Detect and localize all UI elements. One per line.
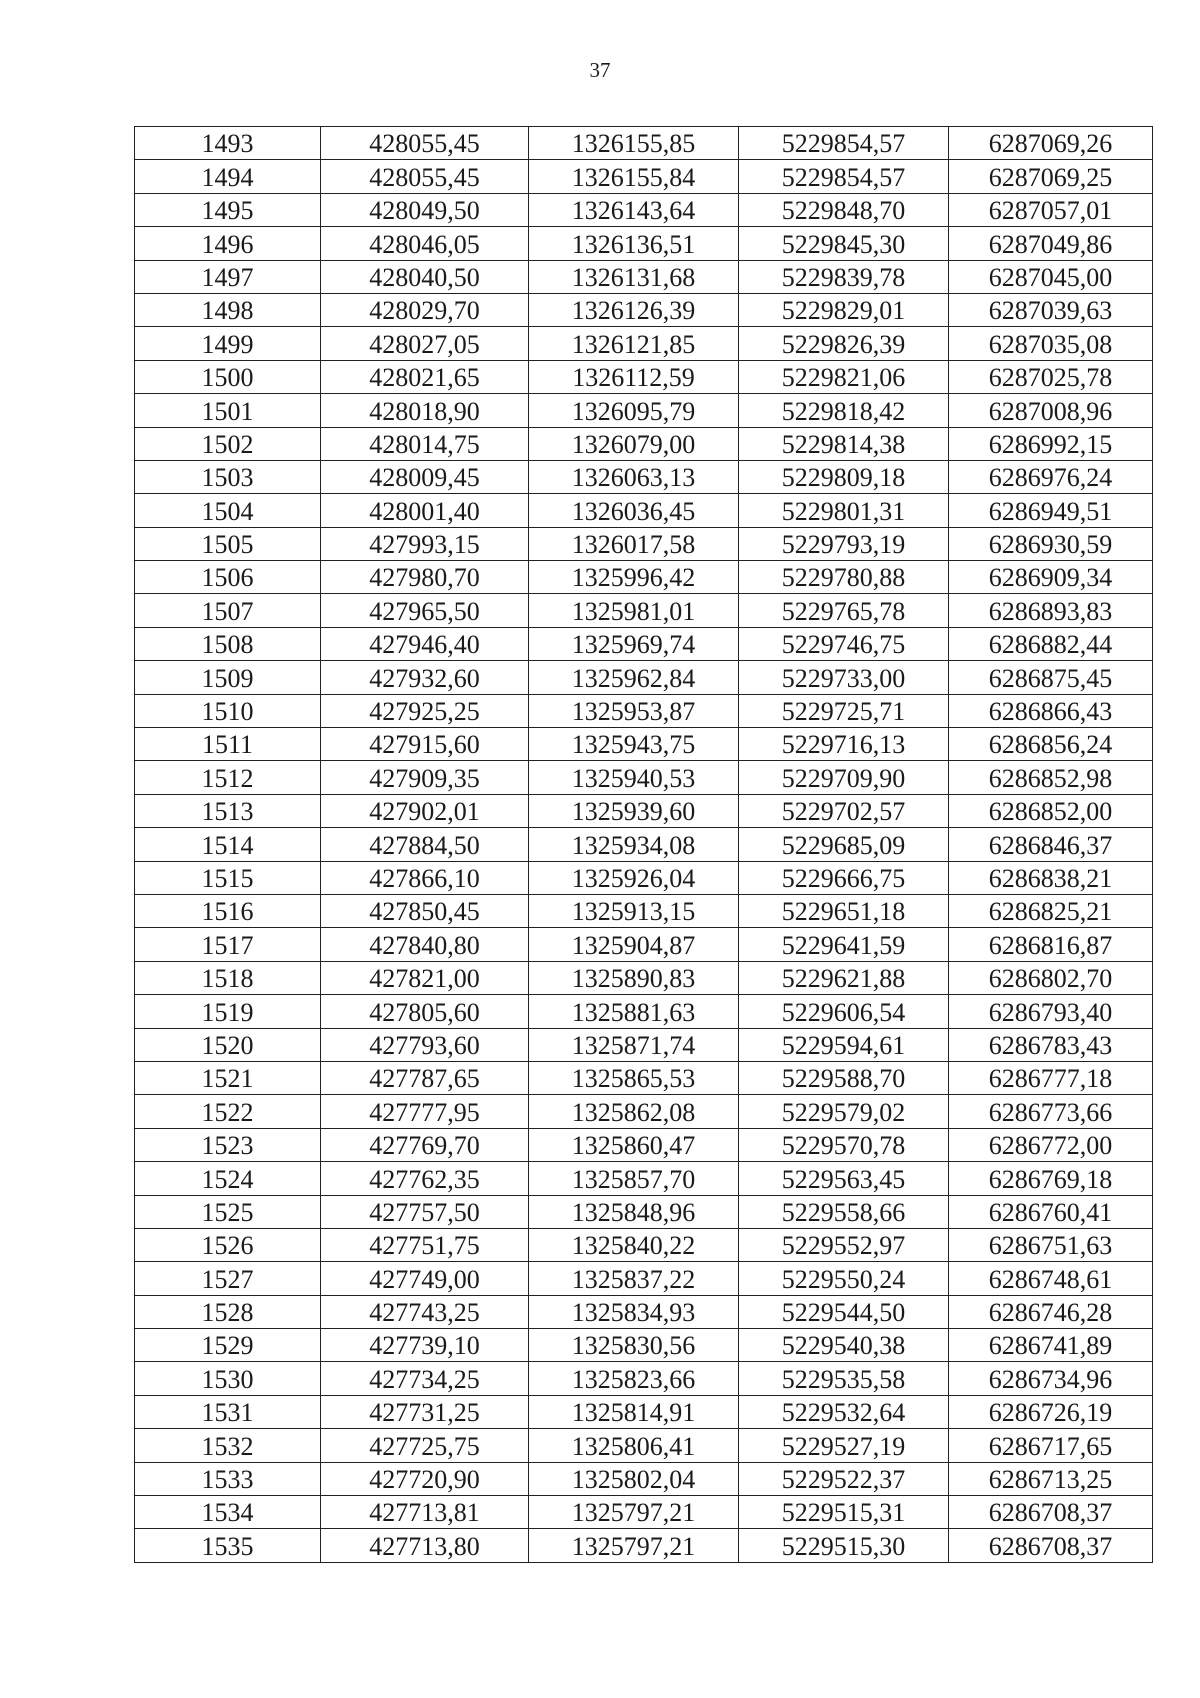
- coord-y2-cell: 6286708,37: [949, 1529, 1153, 1562]
- coord-y2-cell: 6286852,00: [949, 794, 1153, 827]
- coord-x1-cell: 427993,15: [321, 527, 529, 560]
- point-number-cell: 1522: [135, 1095, 321, 1128]
- coord-y1-cell: 1325830,56: [529, 1329, 739, 1362]
- coord-x1-cell: 428018,90: [321, 394, 529, 427]
- coord-x1-cell: 427925,25: [321, 694, 529, 727]
- coord-x2-cell: 5229522,37: [739, 1462, 949, 1495]
- coord-y2-cell: 6286930,59: [949, 527, 1153, 560]
- table-row: [135, 1061, 1153, 1094]
- coord-x1-cell: 427713,81: [321, 1496, 529, 1529]
- table-row: [135, 761, 1153, 794]
- table-row: [135, 394, 1153, 427]
- coord-x1-cell: 427720,90: [321, 1462, 529, 1495]
- table-row: [135, 1228, 1153, 1261]
- coord-y1-cell: 1326136,51: [529, 227, 739, 260]
- coord-y2-cell: 6286746,28: [949, 1295, 1153, 1328]
- coord-x2-cell: 5229570,78: [739, 1128, 949, 1161]
- coord-y2-cell: 6286793,40: [949, 995, 1153, 1028]
- coord-y2-cell: 6286949,51: [949, 494, 1153, 527]
- coord-y1-cell: 1325913,15: [529, 894, 739, 927]
- coord-y1-cell: 1326126,39: [529, 293, 739, 326]
- point-number-cell: 1519: [135, 995, 321, 1028]
- coord-y2-cell: 6286726,19: [949, 1395, 1153, 1428]
- point-number-cell: 1531: [135, 1395, 321, 1428]
- coord-y1-cell: 1326095,79: [529, 394, 739, 427]
- coord-x2-cell: 5229540,38: [739, 1329, 949, 1362]
- coord-y2-cell: 6287069,26: [949, 127, 1153, 160]
- point-number-cell: 1508: [135, 627, 321, 660]
- point-number-cell: 1513: [135, 794, 321, 827]
- coord-y1-cell: 1325904,87: [529, 928, 739, 961]
- coord-y2-cell: 6286816,87: [949, 928, 1153, 961]
- coord-y1-cell: 1325962,84: [529, 661, 739, 694]
- table-row: [135, 995, 1153, 1028]
- coord-x1-cell: 427743,25: [321, 1295, 529, 1328]
- coord-x2-cell: 5229651,18: [739, 894, 949, 927]
- coord-x2-cell: 5229854,57: [739, 160, 949, 193]
- coord-y1-cell: 1326155,85: [529, 127, 739, 160]
- point-number-cell: 1528: [135, 1295, 321, 1328]
- coord-x2-cell: 5229809,18: [739, 460, 949, 493]
- coord-y1-cell: 1325806,41: [529, 1429, 739, 1462]
- table-row: [135, 160, 1153, 193]
- table-row: [135, 928, 1153, 961]
- coord-y1-cell: 1325823,66: [529, 1362, 739, 1395]
- point-number-cell: 1509: [135, 661, 321, 694]
- table-row: [135, 1095, 1153, 1128]
- table-row: [135, 561, 1153, 594]
- coord-y2-cell: 6286773,66: [949, 1095, 1153, 1128]
- coord-x1-cell: 428055,45: [321, 160, 529, 193]
- table-row: [135, 961, 1153, 994]
- coord-y2-cell: 6286882,44: [949, 627, 1153, 660]
- table-row: [135, 794, 1153, 827]
- coord-x2-cell: 5229826,39: [739, 327, 949, 360]
- table-row: [135, 360, 1153, 393]
- coord-x2-cell: 5229515,30: [739, 1529, 949, 1562]
- coord-y1-cell: 1325797,21: [529, 1496, 739, 1529]
- coord-x2-cell: 5229535,58: [739, 1362, 949, 1395]
- coord-x1-cell: 427769,70: [321, 1128, 529, 1161]
- table-row: [135, 594, 1153, 627]
- coord-x2-cell: 5229588,70: [739, 1061, 949, 1094]
- point-number-cell: 1502: [135, 427, 321, 460]
- coord-y2-cell: 6286769,18: [949, 1162, 1153, 1195]
- coord-y1-cell: 1325860,47: [529, 1128, 739, 1161]
- table-row: [135, 193, 1153, 226]
- coord-x1-cell: 428014,75: [321, 427, 529, 460]
- coord-y2-cell: 6286751,63: [949, 1228, 1153, 1261]
- coord-x1-cell: 428027,05: [321, 327, 529, 360]
- table-row: [135, 427, 1153, 460]
- table-row: [135, 1395, 1153, 1428]
- point-number-cell: 1520: [135, 1028, 321, 1061]
- point-number-cell: 1527: [135, 1262, 321, 1295]
- coord-y1-cell: 1325926,04: [529, 861, 739, 894]
- coord-y2-cell: 6286992,15: [949, 427, 1153, 460]
- point-number-cell: 1525: [135, 1195, 321, 1228]
- coord-y2-cell: 6287069,25: [949, 160, 1153, 193]
- coord-y1-cell: 1325943,75: [529, 728, 739, 761]
- coord-x2-cell: 5229854,57: [739, 127, 949, 160]
- coord-y2-cell: 6287049,86: [949, 227, 1153, 260]
- coord-y2-cell: 6286802,70: [949, 961, 1153, 994]
- coord-x2-cell: 5229552,97: [739, 1228, 949, 1261]
- coord-x1-cell: 427821,00: [321, 961, 529, 994]
- coord-x2-cell: 5229818,42: [739, 394, 949, 427]
- point-number-cell: 1493: [135, 127, 321, 160]
- coord-y1-cell: 1325865,53: [529, 1061, 739, 1094]
- coord-y2-cell: 6286772,00: [949, 1128, 1153, 1161]
- table-row: [135, 728, 1153, 761]
- coord-x2-cell: 5229527,19: [739, 1429, 949, 1462]
- coord-x1-cell: 428055,45: [321, 127, 529, 160]
- table-row: [135, 861, 1153, 894]
- coord-x1-cell: 428046,05: [321, 227, 529, 260]
- coord-y2-cell: 6286748,61: [949, 1262, 1153, 1295]
- point-number-cell: 1504: [135, 494, 321, 527]
- coord-y1-cell: 1325797,21: [529, 1529, 739, 1562]
- coord-x2-cell: 5229845,30: [739, 227, 949, 260]
- coord-x1-cell: 427965,50: [321, 594, 529, 627]
- table-row: [135, 1028, 1153, 1061]
- coord-y2-cell: 6287057,01: [949, 193, 1153, 226]
- coord-x2-cell: 5229725,71: [739, 694, 949, 727]
- point-number-cell: 1505: [135, 527, 321, 560]
- coord-x2-cell: 5229709,90: [739, 761, 949, 794]
- point-number-cell: 1500: [135, 360, 321, 393]
- coord-x2-cell: 5229793,19: [739, 527, 949, 560]
- coord-y1-cell: 1325834,93: [529, 1295, 739, 1328]
- coord-x1-cell: 427850,45: [321, 894, 529, 927]
- table-row: [135, 828, 1153, 861]
- table-row: [135, 1362, 1153, 1395]
- point-number-cell: 1494: [135, 160, 321, 193]
- coord-x2-cell: 5229733,00: [739, 661, 949, 694]
- point-number-cell: 1530: [135, 1362, 321, 1395]
- coord-x2-cell: 5229848,70: [739, 193, 949, 226]
- coord-x1-cell: 427777,95: [321, 1095, 529, 1128]
- coord-x1-cell: 427762,35: [321, 1162, 529, 1195]
- point-number-cell: 1535: [135, 1529, 321, 1562]
- coord-x2-cell: 5229801,31: [739, 494, 949, 527]
- coord-x2-cell: 5229765,78: [739, 594, 949, 627]
- coord-x1-cell: 427980,70: [321, 561, 529, 594]
- coord-y2-cell: 6286856,24: [949, 728, 1153, 761]
- coord-y1-cell: 1325939,60: [529, 794, 739, 827]
- coord-y1-cell: 1325890,83: [529, 961, 739, 994]
- coord-x1-cell: 427932,60: [321, 661, 529, 694]
- coord-y1-cell: 1326079,00: [529, 427, 739, 460]
- table-row: [135, 1329, 1153, 1362]
- coord-x1-cell: 427902,01: [321, 794, 529, 827]
- coord-x2-cell: 5229685,09: [739, 828, 949, 861]
- point-number-cell: 1518: [135, 961, 321, 994]
- coord-y2-cell: 6286708,37: [949, 1496, 1153, 1529]
- coord-x1-cell: 428021,65: [321, 360, 529, 393]
- coord-x2-cell: 5229641,59: [739, 928, 949, 961]
- table-row: [135, 1496, 1153, 1529]
- table-row: [135, 627, 1153, 660]
- coordinates-table: [134, 126, 1153, 1563]
- table-row: [135, 460, 1153, 493]
- coord-y2-cell: 6286717,65: [949, 1429, 1153, 1462]
- point-number-cell: 1533: [135, 1462, 321, 1495]
- coord-x1-cell: 427884,50: [321, 828, 529, 861]
- coord-y2-cell: 6287035,08: [949, 327, 1153, 360]
- coord-x1-cell: 427713,80: [321, 1529, 529, 1562]
- coord-x1-cell: 427946,40: [321, 627, 529, 660]
- coord-y2-cell: 6286825,21: [949, 894, 1153, 927]
- table-row: [135, 1295, 1153, 1328]
- coord-x1-cell: 427757,50: [321, 1195, 529, 1228]
- point-number-cell: 1512: [135, 761, 321, 794]
- coord-x1-cell: 428049,50: [321, 193, 529, 226]
- coord-y2-cell: 6286713,25: [949, 1462, 1153, 1495]
- coord-y1-cell: 1325969,74: [529, 627, 739, 660]
- table-row: [135, 260, 1153, 293]
- point-number-cell: 1514: [135, 828, 321, 861]
- point-number-cell: 1529: [135, 1329, 321, 1362]
- point-number-cell: 1515: [135, 861, 321, 894]
- coord-x1-cell: 427751,75: [321, 1228, 529, 1261]
- coord-x2-cell: 5229716,13: [739, 728, 949, 761]
- coord-y1-cell: 1325862,08: [529, 1095, 739, 1128]
- coord-x1-cell: 427731,25: [321, 1395, 529, 1428]
- coord-y1-cell: 1326063,13: [529, 460, 739, 493]
- coord-y1-cell: 1325848,96: [529, 1195, 739, 1228]
- point-number-cell: 1526: [135, 1228, 321, 1261]
- coord-x1-cell: 427787,65: [321, 1061, 529, 1094]
- coord-x2-cell: 5229780,88: [739, 561, 949, 594]
- coord-y1-cell: 1325802,04: [529, 1462, 739, 1495]
- coord-y2-cell: 6286783,43: [949, 1028, 1153, 1061]
- point-number-cell: 1534: [135, 1496, 321, 1529]
- coord-x2-cell: 5229621,88: [739, 961, 949, 994]
- coord-x2-cell: 5229544,50: [739, 1295, 949, 1328]
- coord-x2-cell: 5229666,75: [739, 861, 949, 894]
- point-number-cell: 1507: [135, 594, 321, 627]
- page-number: 37: [589, 58, 611, 82]
- table-row: [135, 1262, 1153, 1295]
- coord-y2-cell: 6286875,45: [949, 661, 1153, 694]
- point-number-cell: 1498: [135, 293, 321, 326]
- coord-x1-cell: 428029,70: [321, 293, 529, 326]
- coord-x2-cell: 5229839,78: [739, 260, 949, 293]
- table-row: [135, 661, 1153, 694]
- coord-x2-cell: 5229558,66: [739, 1195, 949, 1228]
- coord-y1-cell: 1326017,58: [529, 527, 739, 560]
- coord-x2-cell: 5229829,01: [739, 293, 949, 326]
- point-number-cell: 1496: [135, 227, 321, 260]
- table-row: [135, 494, 1153, 527]
- coord-y2-cell: 6287025,78: [949, 360, 1153, 393]
- table-row: [135, 227, 1153, 260]
- coord-x2-cell: 5229579,02: [739, 1095, 949, 1128]
- coord-y1-cell: 1325953,87: [529, 694, 739, 727]
- coord-x1-cell: 427749,00: [321, 1262, 529, 1295]
- coord-y2-cell: 6286893,83: [949, 594, 1153, 627]
- coord-x2-cell: 5229702,57: [739, 794, 949, 827]
- coord-x1-cell: 427915,60: [321, 728, 529, 761]
- coord-x1-cell: 427739,10: [321, 1329, 529, 1362]
- coord-x2-cell: 5229746,75: [739, 627, 949, 660]
- table-row: [135, 1529, 1153, 1562]
- coord-x1-cell: 427909,35: [321, 761, 529, 794]
- table-row: [135, 327, 1153, 360]
- coord-y1-cell: 1326121,85: [529, 327, 739, 360]
- table-row: [135, 1162, 1153, 1195]
- coord-x2-cell: 5229532,64: [739, 1395, 949, 1428]
- coord-x2-cell: 5229594,61: [739, 1028, 949, 1061]
- point-number-cell: 1495: [135, 193, 321, 226]
- coord-y2-cell: 6286866,43: [949, 694, 1153, 727]
- coord-y2-cell: 6286838,21: [949, 861, 1153, 894]
- table-row: [135, 694, 1153, 727]
- coord-y1-cell: 1325837,22: [529, 1262, 739, 1295]
- coord-x1-cell: 427793,60: [321, 1028, 529, 1061]
- coord-y1-cell: 1325857,70: [529, 1162, 739, 1195]
- coord-y2-cell: 6286734,96: [949, 1362, 1153, 1395]
- table-row: [135, 1195, 1153, 1228]
- point-number-cell: 1517: [135, 928, 321, 961]
- coord-y1-cell: 1325940,53: [529, 761, 739, 794]
- coord-x2-cell: 5229606,54: [739, 995, 949, 1028]
- point-number-cell: 1503: [135, 460, 321, 493]
- coord-y1-cell: 1325881,63: [529, 995, 739, 1028]
- coord-y1-cell: 1326143,64: [529, 193, 739, 226]
- point-number-cell: 1511: [135, 728, 321, 761]
- coord-x1-cell: 427734,25: [321, 1362, 529, 1395]
- coord-y2-cell: 6287008,96: [949, 394, 1153, 427]
- coord-x1-cell: 427866,10: [321, 861, 529, 894]
- coord-y2-cell: 6286976,24: [949, 460, 1153, 493]
- coord-y2-cell: 6286909,34: [949, 561, 1153, 594]
- table-row: [135, 894, 1153, 927]
- coord-y1-cell: 1326155,84: [529, 160, 739, 193]
- coord-y2-cell: 6286852,98: [949, 761, 1153, 794]
- table-row: [135, 527, 1153, 560]
- table-row: [135, 1462, 1153, 1495]
- coord-y1-cell: 1325981,01: [529, 594, 739, 627]
- coord-y1-cell: 1325871,74: [529, 1028, 739, 1061]
- coord-y1-cell: 1325840,22: [529, 1228, 739, 1261]
- coord-x2-cell: 5229821,06: [739, 360, 949, 393]
- coord-y2-cell: 6286846,37: [949, 828, 1153, 861]
- coord-y1-cell: 1325996,42: [529, 561, 739, 594]
- coord-y1-cell: 1325934,08: [529, 828, 739, 861]
- coordinates-table-body: [135, 127, 1153, 1563]
- coord-x1-cell: 427725,75: [321, 1429, 529, 1462]
- coord-y1-cell: 1326131,68: [529, 260, 739, 293]
- coord-x1-cell: 428009,45: [321, 460, 529, 493]
- point-number-cell: 1521: [135, 1061, 321, 1094]
- point-number-cell: 1499: [135, 327, 321, 360]
- coord-x1-cell: 428040,50: [321, 260, 529, 293]
- coord-x2-cell: 5229563,45: [739, 1162, 949, 1195]
- point-number-cell: 1497: [135, 260, 321, 293]
- coord-x2-cell: 5229550,24: [739, 1262, 949, 1295]
- table-row: [135, 1128, 1153, 1161]
- coord-y2-cell: 6287039,63: [949, 293, 1153, 326]
- coord-x1-cell: 427840,80: [321, 928, 529, 961]
- point-number-cell: 1510: [135, 694, 321, 727]
- point-number-cell: 1506: [135, 561, 321, 594]
- coord-y2-cell: 6286777,18: [949, 1061, 1153, 1094]
- coord-y2-cell: 6286741,89: [949, 1329, 1153, 1362]
- coord-y2-cell: 6286760,41: [949, 1195, 1153, 1228]
- coord-x1-cell: 428001,40: [321, 494, 529, 527]
- coord-x2-cell: 5229814,38: [739, 427, 949, 460]
- table-row: [135, 1429, 1153, 1462]
- point-number-cell: 1532: [135, 1429, 321, 1462]
- coord-x2-cell: 5229515,31: [739, 1496, 949, 1529]
- coord-y1-cell: 1325814,91: [529, 1395, 739, 1428]
- point-number-cell: 1501: [135, 394, 321, 427]
- table-row: [135, 293, 1153, 326]
- table-row: [135, 127, 1153, 160]
- point-number-cell: 1524: [135, 1162, 321, 1195]
- coord-y1-cell: 1326036,45: [529, 494, 739, 527]
- coord-y1-cell: 1326112,59: [529, 360, 739, 393]
- point-number-cell: 1516: [135, 894, 321, 927]
- point-number-cell: 1523: [135, 1128, 321, 1161]
- coord-y2-cell: 6287045,00: [949, 260, 1153, 293]
- coord-x1-cell: 427805,60: [321, 995, 529, 1028]
